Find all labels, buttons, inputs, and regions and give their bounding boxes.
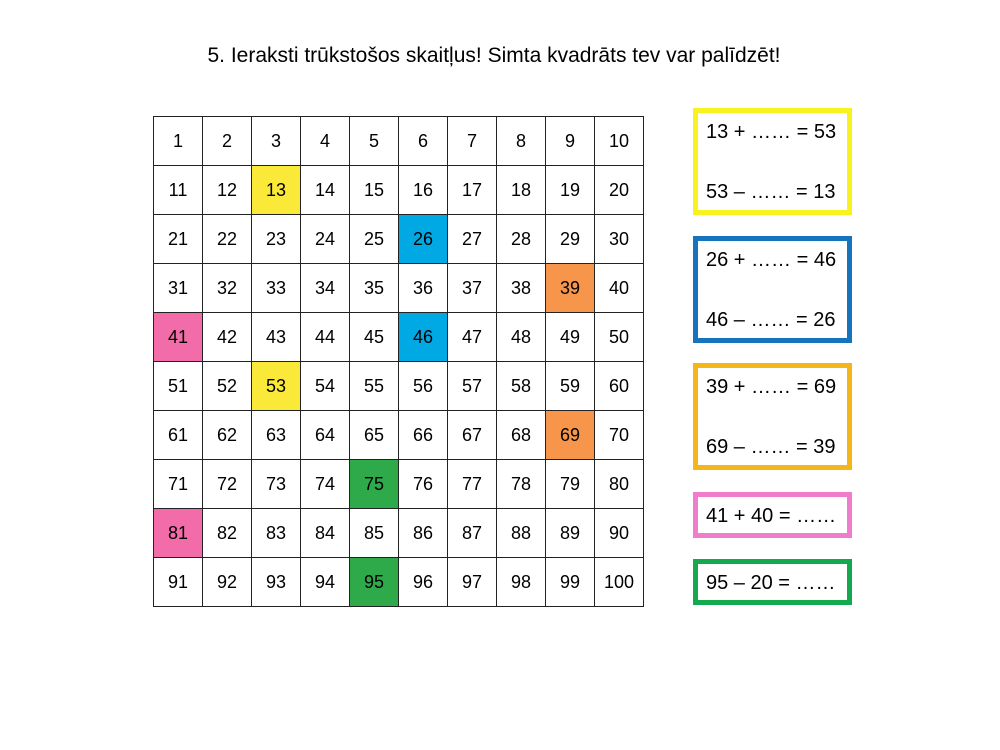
grid-cell: 67 xyxy=(448,411,497,460)
grid-cell: 71 xyxy=(154,460,203,509)
equation-line[interactable]: 26 + …… = 46 xyxy=(706,249,837,271)
grid-cell: 32 xyxy=(203,264,252,313)
grid-cell: 85 xyxy=(350,509,399,558)
grid-cell: 100 xyxy=(595,558,644,607)
grid-cell: 14 xyxy=(301,166,350,215)
grid-cell: 45 xyxy=(350,313,399,362)
grid-cell: 92 xyxy=(203,558,252,607)
grid-cell: 56 xyxy=(399,362,448,411)
grid-cell: 72 xyxy=(203,460,252,509)
grid-cell: 77 xyxy=(448,460,497,509)
yellow-equation-box xyxy=(693,108,852,215)
pink-equation-box xyxy=(693,492,852,538)
grid-cell: 37 xyxy=(448,264,497,313)
grid-cell: 97 xyxy=(448,558,497,607)
grid-cell-highlighted: 81 xyxy=(154,509,203,558)
hundred-square-grid xyxy=(153,116,644,607)
grid-cell: 24 xyxy=(301,215,350,264)
grid-cell: 94 xyxy=(301,558,350,607)
grid-cell: 91 xyxy=(154,558,203,607)
grid-cell: 96 xyxy=(399,558,448,607)
equation-line[interactable]: 46 – …… = 26 xyxy=(706,309,836,331)
grid-cell: 43 xyxy=(252,313,301,362)
grid-cell: 87 xyxy=(448,509,497,558)
grid-cell: 6 xyxy=(399,117,448,166)
grid-cell: 36 xyxy=(399,264,448,313)
grid-cell: 3 xyxy=(252,117,301,166)
equation-line[interactable]: 95 – 20 = …… xyxy=(706,572,836,594)
grid-cell: 15 xyxy=(350,166,399,215)
grid-cell: 51 xyxy=(154,362,203,411)
equation-line[interactable]: 53 – …… = 13 xyxy=(706,181,836,203)
grid-cell: 25 xyxy=(350,215,399,264)
grid-cell: 44 xyxy=(301,313,350,362)
grid-cell: 28 xyxy=(497,215,546,264)
grid-cell: 19 xyxy=(546,166,595,215)
grid-cell: 83 xyxy=(252,509,301,558)
grid-cell-highlighted: 13 xyxy=(252,166,301,215)
grid-cell: 70 xyxy=(595,411,644,460)
grid-cell: 31 xyxy=(154,264,203,313)
grid-cell: 88 xyxy=(497,509,546,558)
grid-cell: 98 xyxy=(497,558,546,607)
grid-cell: 61 xyxy=(154,411,203,460)
grid-cell-highlighted: 26 xyxy=(399,215,448,264)
grid-cell: 74 xyxy=(301,460,350,509)
grid-cell: 1 xyxy=(154,117,203,166)
equation-line[interactable]: 69 – …… = 39 xyxy=(706,436,836,458)
page-title: 5. Ieraksti trūkstošos skaitļus! Simta kvadrāts tev var palīdzēt! xyxy=(207,44,781,67)
blue-equation-box xyxy=(693,236,852,343)
grid-cell: 89 xyxy=(546,509,595,558)
grid-cell: 62 xyxy=(203,411,252,460)
grid-cell: 7 xyxy=(448,117,497,166)
grid-cell: 34 xyxy=(301,264,350,313)
grid-cell: 10 xyxy=(595,117,644,166)
grid-cell: 79 xyxy=(546,460,595,509)
grid-cell: 47 xyxy=(448,313,497,362)
grid-cell: 59 xyxy=(546,362,595,411)
grid-cell: 55 xyxy=(350,362,399,411)
grid-cell: 27 xyxy=(448,215,497,264)
grid-cell: 8 xyxy=(497,117,546,166)
grid-cell: 17 xyxy=(448,166,497,215)
grid-cell: 21 xyxy=(154,215,203,264)
grid-cell: 29 xyxy=(546,215,595,264)
grid-cell: 49 xyxy=(546,313,595,362)
grid-cell: 90 xyxy=(595,509,644,558)
grid-cell: 50 xyxy=(595,313,644,362)
grid-cell-highlighted: 53 xyxy=(252,362,301,411)
grid-cell-highlighted: 41 xyxy=(154,313,203,362)
grid-cell: 84 xyxy=(301,509,350,558)
grid-cell: 58 xyxy=(497,362,546,411)
grid-cell: 82 xyxy=(203,509,252,558)
grid-cell: 73 xyxy=(252,460,301,509)
grid-cell: 68 xyxy=(497,411,546,460)
grid-cell: 22 xyxy=(203,215,252,264)
grid-cell: 2 xyxy=(203,117,252,166)
equation-line[interactable]: 13 + …… = 53 xyxy=(706,121,837,143)
grid-cell-highlighted: 95 xyxy=(350,558,399,607)
grid-cell: 23 xyxy=(252,215,301,264)
grid-cell: 11 xyxy=(154,166,203,215)
grid-cell: 30 xyxy=(595,215,644,264)
grid-cell: 48 xyxy=(497,313,546,362)
grid-cell: 35 xyxy=(350,264,399,313)
grid-cell: 78 xyxy=(497,460,546,509)
grid-cell: 40 xyxy=(595,264,644,313)
grid-cell: 80 xyxy=(595,460,644,509)
grid-cell: 86 xyxy=(399,509,448,558)
orange-equation-box xyxy=(693,363,852,470)
grid-cell: 93 xyxy=(252,558,301,607)
grid-cell: 12 xyxy=(203,166,252,215)
grid-cell: 5 xyxy=(350,117,399,166)
green-equation-box xyxy=(693,559,852,605)
grid-cell-highlighted: 39 xyxy=(546,264,595,313)
grid-cell: 9 xyxy=(546,117,595,166)
grid-cell: 63 xyxy=(252,411,301,460)
grid-cell: 52 xyxy=(203,362,252,411)
grid-cell-highlighted: 46 xyxy=(399,313,448,362)
equation-line[interactable]: 39 + …… = 69 xyxy=(706,376,837,398)
grid-cell: 76 xyxy=(399,460,448,509)
grid-cell: 66 xyxy=(399,411,448,460)
grid-cell: 60 xyxy=(595,362,644,411)
grid-cell: 57 xyxy=(448,362,497,411)
grid-cell: 65 xyxy=(350,411,399,460)
grid-cell: 33 xyxy=(252,264,301,313)
equation-line[interactable]: 41 + 40 = …… xyxy=(706,505,837,527)
grid-cell: 54 xyxy=(301,362,350,411)
grid-cell: 42 xyxy=(203,313,252,362)
grid-cell: 64 xyxy=(301,411,350,460)
grid-cell-highlighted: 75 xyxy=(350,460,399,509)
grid-cell: 16 xyxy=(399,166,448,215)
grid-cell: 20 xyxy=(595,166,644,215)
grid-cell: 38 xyxy=(497,264,546,313)
grid-cell: 99 xyxy=(546,558,595,607)
grid-cell: 4 xyxy=(301,117,350,166)
grid-cell: 18 xyxy=(497,166,546,215)
grid-cell-highlighted: 69 xyxy=(546,411,595,460)
